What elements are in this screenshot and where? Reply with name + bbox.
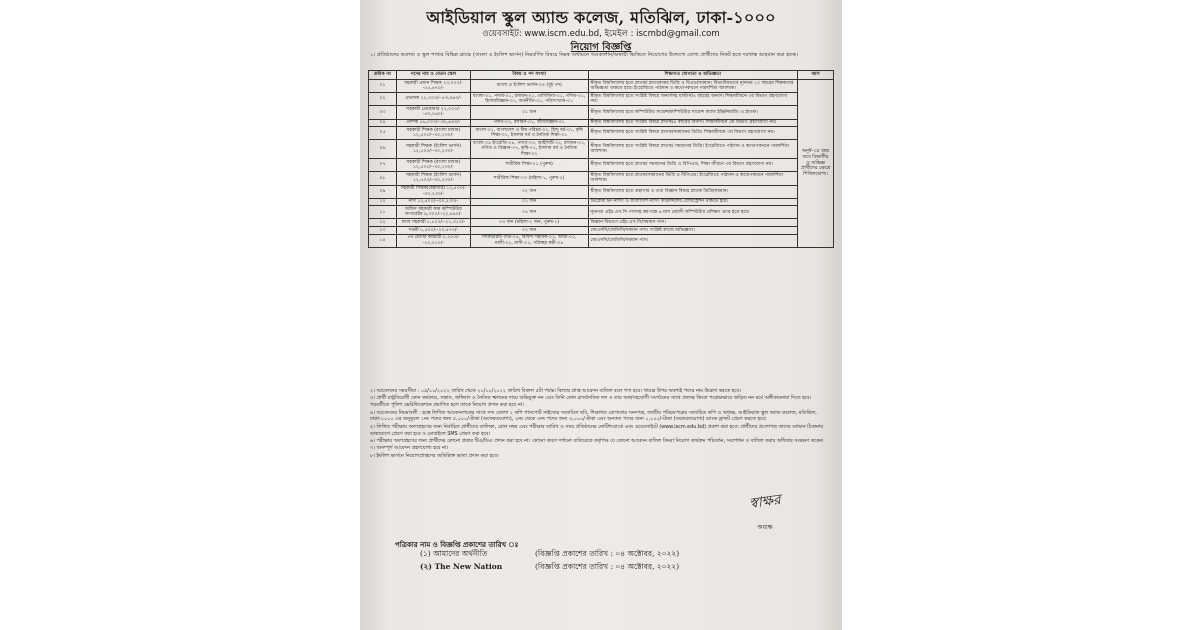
subject-cell: পদার্থ-০২, রসায়ন-০১, জীববিজ্ঞান-০১ — [470, 119, 588, 127]
publication-name: (২) The New Nation — [420, 562, 503, 571]
subject-cell: ০৪ জন — [470, 206, 588, 219]
subject-cell: ০২ জন — [470, 227, 588, 235]
subject-cell: ০৩ জন (মহিলা-২ জন, পুরুষ-১) — [470, 219, 588, 227]
publication-heading: পত্রিকার নাম ও বিজ্ঞপ্তি প্রকাশের তারিখ ঃ — [395, 541, 519, 549]
footnote-item: ৪। আবেদনের নিয়মাবলী : হস্তে লিখিত আবেদনপত্রের সাথে সদ্য তোলা ২ কপি পাসপোর্ট সাইজের সত্যায়িত ছবি, শিক্ষাগত যোগ্যতার সনদপত্র, জাতীয় পরিচয়পত্রের সত্যায়িত কপি ও অধ্যক্ষ, আইডিয়াল স্কুল অ্যান্ড কলেজ, মতিঝিল, ঢাকা-১০০০ এর অনুকূলে ১নং পদের জন্য ৫,০০০/-টাকা (অফেরতযোগ্য), ২নং থেকে ৩নং পদের জন্য ৩,০০০/-টাকা এবং অন্যান্য পদের জন্য ১,০০০/-টাকা (অফেরতযোগ্য) ব্যাংক ড্রাফট প্রেরণ করতে হবে। — [370, 409, 817, 423]
subject-cell: ০১ জন — [470, 106, 588, 119]
footnotes — [370, 388, 832, 460]
posts-table — [368, 70, 834, 248]
qualification-cell: বিজ্ঞান বিভাগে এইচ.এস.সি/সমমান পাস। — [588, 219, 797, 227]
post-cell: অফিস সহকারী কাম কম্পিউটার অপারেটর ৯,৩০০/--২২,৪৯০/- — [396, 206, 470, 219]
qualification-cell: ন্যূনতম এইচ.এস.সি পাসসহ কমপক্ষে ৬ মাস মেয়াদী কম্পিউটার প্রশিক্ষণ প্রাপ্ত হতে হবে। — [588, 206, 797, 219]
post-cell: প্রদর্শক ১৬,০০০/--৩৮,৬৪০/- — [396, 119, 470, 127]
serial-cell: ০৭ — [369, 159, 397, 172]
serial-cell: ০৫ — [369, 127, 397, 140]
header-age: বয়স — [797, 71, 833, 80]
header-qualification: শিক্ষাগত যোগ্যতা ও অভিজ্ঞতা — [588, 71, 797, 80]
serial-cell: ০১ — [369, 80, 397, 93]
footnote-item: ৩। প্রার্থী রাষ্ট্রবিরোধী কোন কর্মকাণ্ড, সন্ত্রাস, জঙ্গিবাদ ও নৈতিক স্খলনের দায়ে অভিযুক্ত নন এবং তিনি কোন রাজনৈতিক দল ও তার অঙ্গ/সহযোগী সংগঠনের সাথে প্রত্যক্ষ কিংবা পরোক্ষভাবে জড়িত নন মর্মে অঙ্গীকারনামা দিতে হবে। পরবর্তীতে পুলিশ ভেরিফিকেশনে প্রমাণিত হলে তাকে নিয়োগ প্রদান করা হবে না। — [370, 395, 812, 409]
serial-cell: ১৩ — [369, 227, 397, 235]
serial-cell: ১০ — [369, 198, 397, 206]
table-row — [369, 80, 834, 93]
notice-title: নিয়োগ বিজ্ঞপ্তি — [570, 42, 632, 53]
age-cell: অনূর্ধ-৩৫ বছর তবে বিভাগীয় ও অভিজ্ঞ প্রার্থীদের ক্ষেত্রে শিথিলযোগ্য। — [797, 80, 833, 248]
qualification-cell: স্বীকৃত বিশ্ববিদ্যালয় হতে সংশ্লিষ্ট বিষয়ে স্নাতক/সমমানের ডিগ্রি। শিক্ষাজীবনে ৩য় বিভাগ গ্রহণযোগ্য নয়। — [588, 127, 797, 140]
serial-cell: ০৮ — [369, 172, 397, 185]
notice-paper — [360, 0, 842, 630]
post-cell: সহকারী প্রোগ্রামার ২২,০০০/--৫৩,০৬০/- — [396, 106, 470, 119]
qualification-cell: স্বীকৃত বিশ্ববিদ্যালয় হতে স্নাতক/ সমমানের ডিগ্রি ও বিপিএড, শিক্ষা জীবনে ৩য় বিভাগ গ্রহণযোগ্য নয়। — [588, 159, 797, 172]
post-cell: ৪র্থ শ্রেণির কর্মচারী ৮,২৫০/--২০,০১০/- — [396, 234, 470, 247]
table-header-row — [369, 71, 834, 80]
serial-cell: ০৯ — [369, 185, 397, 198]
table-row — [369, 198, 834, 206]
intro-paragraph: ১। প্রতিষ্ঠানের কলেজ ও স্কুল শাখার বিভিন্ন ব্রাঞ্চে (বাংলা ও ইংলিশ ভার্সন) নিম্নবর্ণিত বিষয়ে নিম্নস্ব অর্থায়নে খণ্ডকালীন/অস্থায়ী ভিত্তিতে নিয়োগের উদ্দেশ্যে যোগ্য প্রার্থীদের নিকট হতে দরখাস্ত আহবান করা হচ্ছে। — [370, 52, 798, 58]
table-row — [369, 140, 834, 159]
subject-cell: বাংলা-০৪ ইংরেজি-০৪, পদার্থ-০৩, আইসিটি-০২, রসায়ন-০১, গণিত ও বিজ্ঞান-০৭, কৃষি-০১, ইসলাম ধর্ম ও নৈতিক শিক্ষা-০২ — [470, 140, 588, 159]
subject-cell: বাংলা-০১, বাংলাদেশ ও বিশ্ব পরিচয়-০২, হিন্দু ধর্ম-০১, কৃষি শিক্ষা-০১, ইসলাম ধর্ম ও নৈতিক শিক্ষা-০১ — [470, 127, 588, 140]
subject-cell: সিকিউরিটি গার্ড-০৫, অফিস সহায়ক-০২, আয়া-০২, মালী-০১, মাসী-০১, পরিচ্ছন্ন কর্মী-০৪ — [470, 234, 588, 247]
table-row — [369, 106, 834, 119]
subject-cell: বাংলা-০১, পদার্থ-০১, রসায়ন-০১, প্রাণিবিদ্যা-০১, গণিত-০১, হিসাববিজ্ঞান-০১, অর্থনীতি-০১, পরিসংখ্যান-০১ — [470, 93, 588, 106]
publication-item — [420, 562, 680, 574]
post-cell: সহকারী শিক্ষক(গ্রন্থাগার) ১২,৫০০/--৩০,২৩০/- — [396, 185, 470, 198]
post-cell: সহকারী শিক্ষক (বাংলা মাধ্যম) ১২,৫০০/--৩০,২৩০/- — [396, 127, 470, 140]
qualification-cell: ডিপ্লোমা ইন নার্সিং ও বাংলাদেশ নার্সিং কাউন্সিলের রেজিস্ট্রেশন থাকতে হবে। — [588, 198, 797, 206]
table-row — [369, 172, 834, 185]
serial-cell: ০৪ — [369, 119, 397, 127]
website-email-line: ওয়েবসাইট: www.iscm.edu.bd, ইমেইল : iscmbd@gmail.com — [482, 29, 720, 39]
table-row — [369, 185, 834, 198]
table-row — [369, 159, 834, 172]
footnote-item: ৬। পরীক্ষায় অংশগ্রহণের জন্য প্রার্থীদের কোনো প্রকার টিএ/ডিএ প্রদান করা হবে না। কোনো কারণ দর্শানো ব্যতিরেকে কর্তৃপক্ষ যে কোনো আবেদন বাতিল কিংবা নিয়োগ কার্যক্রম পরিবর্তন, সংশোধন ও বাতিল করার অধিকার সংরক্ষণ করেন। — [370, 437, 824, 444]
qualification-cell: স্বীকৃত বিশ্ববিদ্যালয় হতে সংশ্লিষ্ট বিষয়ে স্নাতক/৪ বছরের অনার্স। শিক্ষাজীবনে ৩য় বিভাগ গ্রহণযোগ্য নয়। — [588, 119, 797, 127]
post-cell: সহকারী প্রধান শিক্ষক ২৩,০০০/--৫৫,৪৭০/- — [396, 80, 470, 93]
post-cell: প্রভাষক ২২,০০০/--৫৩,০৬০/- — [396, 93, 470, 106]
subject-cell: শারীরিক শিক্ষা-০১ (পুরুষ) — [470, 159, 588, 172]
qualification-cell: জেএসসি/জেডিসি/সমমান পাস। সংশ্লিষ্ট কাজে অভিজ্ঞতা। — [588, 227, 797, 235]
publication-date: (বিজ্ঞপ্তি প্রকাশের তারিখ : ০৪ অক্টোবর, ২০২২) — [535, 562, 680, 571]
qualification-cell: স্বীকৃত বিশ্ববিদ্যালয় হতে সংশ্লিষ্ট বিষয়ে অনার্সসহ মাস্টার্স/৪ বছরের অনার্স। শিক্ষাজীবনে ৩য় বিভাগ গ্রহণযোগ্য নয়। — [588, 93, 797, 106]
table-row — [369, 219, 834, 227]
table-row — [369, 127, 834, 140]
publication-date: (বিজ্ঞপ্তি প্রকাশের তারিখ : ০৪ অক্টোবর, ২০২২) — [535, 549, 680, 558]
footnote-item: ২। আবেদনের সময়সীমা : ০৫/১০/২০২২ তারিখ থেকে ২০/১০/২০২২ তারিখ বিকাল ৫টা পর্যন্ত। বিলম্বে প্রাপ্ত আবেদন বাতিল বলে গণ্য হবে। খামের উপর অবশ্যই পদের নাম উল্লেখ করতে হবে। — [370, 388, 741, 394]
publication-item — [420, 549, 680, 561]
table-row — [369, 227, 834, 235]
header-serial: ক্রমিক নং — [369, 71, 397, 80]
table-row — [369, 93, 834, 106]
signature-label: অধ্যক্ষ — [757, 524, 773, 531]
footnote-item: ৫। লিখিত পরীক্ষায় অংশগ্রহণের জন্য নির্বাচিত প্রার্থীদের তালিকা, রোল নম্বর এবং পরীক্ষার তারিখ ও সময় প্রতিষ্ঠানের নোটিশবোর্ডে এবং ওয়েবসাইটে (www.iscm.edu.bd) প্রকাশ করা হবে। প্রার্থীদের প্রবেশপত্র তাদের বর্তমান ঠিকানায় ডাকযোগে প্রেরণ করা হবে ও মোবাইলে SMS প্রেরণ করা হবে। — [370, 423, 824, 437]
post-cell: সহকারী শিক্ষক (ইংলিশ ভার্সন) ১২,৫০০/--৩০,২৩০/- — [396, 172, 470, 185]
qualification-cell: স্বীকৃত বিশ্ববিদ্যালয় হতে সংশ্লিষ্ট বিষয়ে স্নাতক/ সমমানের ডিগ্রি। ইংরেজিতে পাঠদান ও কথোপকথনে পারদর্শিতা আবশ্যক। — [588, 140, 797, 159]
table-row — [369, 119, 834, 127]
subject-cell: শারীরিক শিক্ষা-০৩ (মহিলা-১, পুরুষ-২) — [470, 172, 588, 185]
qualification-cell: স্বীকৃত বিশ্ববিদ্যালয় হতে স্নাতক/সমমানের ডিগ্রি ও বিপিএড। ইংরেজিতে পাঠদান ও কথোপকথনে পারদর্শিতা আবশ্যক। — [588, 172, 797, 185]
qualification-cell: স্বীকৃত বিশ্ববিদ্যালয় হতে স্নাতক/ স্নাতকোত্তর ডিগ্রি ও বিএড/সমমান। বিভাগীয়ভাবে ন্যূনতম ১০ বছরের শিক্ষকতার অভিজ্ঞতা থাকতে হবে। ইংরেজিতে পাঠদান ও কথোপকথনে পারদর্শিতা আবশ্যক। — [588, 80, 797, 93]
serial-cell: ১১ — [369, 206, 397, 219]
signature-block — [735, 490, 795, 533]
post-cell: ল্যাব সহকারী ৮,৮০০/--২১,৩১০/- — [396, 219, 470, 227]
serial-cell: ০২ — [369, 93, 397, 106]
post-cell: নার্স ১২,৫০০/--৩০,২৩০/- — [396, 198, 470, 206]
qualification-cell: জেএসসি/জেডিসি/সমমান পাস। — [588, 234, 797, 247]
signature-mark: স্বাক্ষর — [748, 491, 782, 513]
post-cell: সহকারী শিক্ষক (বাংলা মাধ্যম) ১২,৫০০/--৩০,২৩০/- — [396, 159, 470, 172]
footnote-item: ৮। ইংলিশ ভার্সনে নিয়োগপ্রাপ্তদের অতিরিক্ত ভাতা প্রদান করা হবে। — [370, 452, 499, 459]
serial-cell: ১৪ — [369, 234, 397, 247]
qualification-cell: স্বীকৃত বিশ্ববিদ্যালয় হতে কম্পিউটার সায়েন্স/কম্পিউটার সায়েন্স অ্যান্ড ইঞ্জিনিয়ারিং এ স্নাতক। — [588, 106, 797, 119]
header-post: পদের নাম ও বেতন স্কেল — [396, 71, 470, 80]
serial-cell: ১২ — [369, 219, 397, 227]
subject-cell: ০২ জন — [470, 185, 588, 198]
table-row — [369, 234, 834, 247]
publication-name: (১) আমাদের অর্থনীতি — [420, 549, 488, 558]
serial-cell: ০৩ — [369, 106, 397, 119]
footnote-item: ৭। অসম্পূর্ণ আবেদন গ্রহণযোগ্য হবে না। — [370, 445, 449, 452]
post-cell: দপ্তরী ৮,৫০০/--২০,৫৭০/- — [396, 227, 470, 235]
subject-cell: বাংলা ও ইংলিশ ভার্সন-০৪ (দুই পদ) — [470, 80, 588, 93]
table-row — [369, 206, 834, 219]
serial-cell: ০৬ — [369, 140, 397, 159]
header-subject: বিষয় ও পদ সংখ্যা — [470, 71, 588, 80]
subject-cell: ০২ জন — [470, 198, 588, 206]
institution-title: আইডিয়াল স্কুল অ্যান্ড কলেজ, মতিঝিল, ঢাকা-১০০০ — [426, 8, 776, 27]
qualification-cell: স্বীকৃত বিশ্ববিদ্যালয় হতে গ্রন্থাগার ও তথ্য বিজ্ঞান বিষয়ে স্নাতক ডিগ্রি/সমমান। — [588, 185, 797, 198]
post-cell: সহকারী শিক্ষক (ইংলিশ ভার্সন) ১২,৫০০/--৩০,২৩০/- — [396, 140, 470, 159]
